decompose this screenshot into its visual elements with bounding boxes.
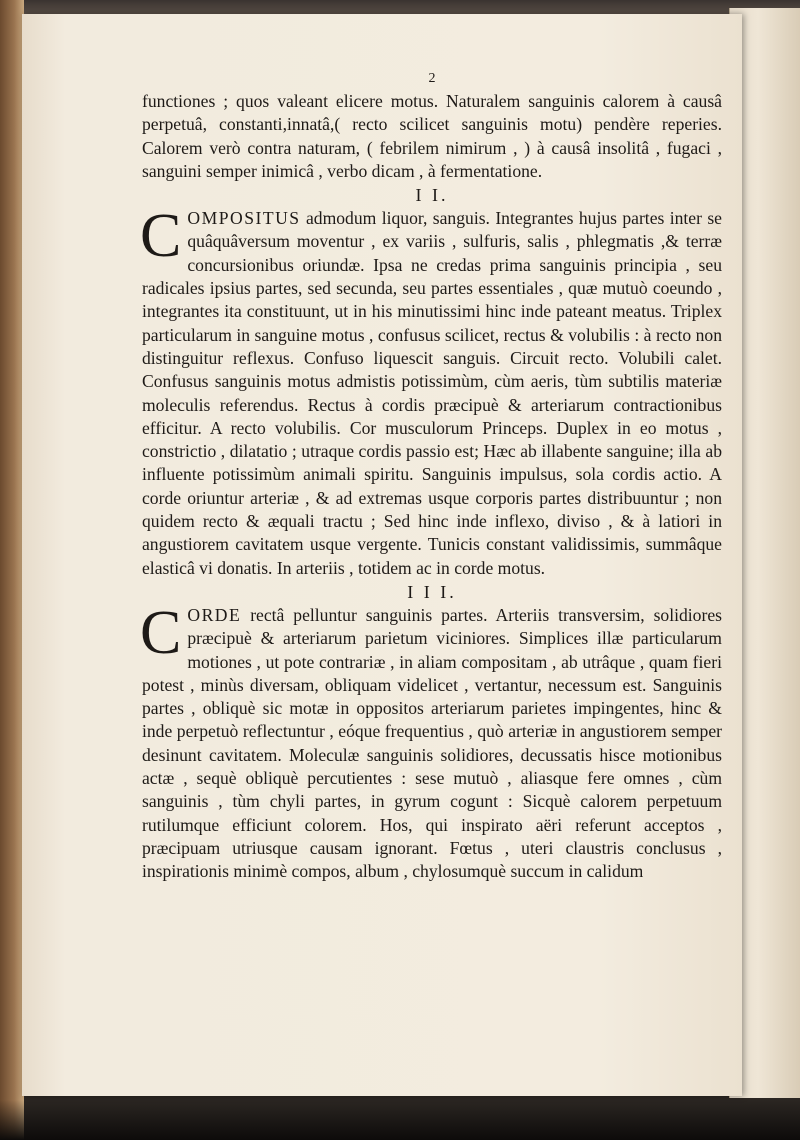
section-3-lead-word: ORDE [187,604,242,625]
section-2-text: admodum liquor, sanguis. Integrantes hujus partes inter se quâquâversum moventur , ex variis , sulfuris, salis , phlegmatis ,& terræ concursionibus oriundæ. Ipsa ne credas prima sanguinis principia , seu radicales ipsius partes, sed secunda, seu partes essentiales , quæ mutuò coeundo , integrantes ita constituunt, ut in his minutissimi hinc inde pateant meatus. Triplex particularum in sanguine motus , confusus scilicet, rectus & volubilis : à recto non distinguitur reflexus. Confuso liquescit sanguis. Circuit recto. Volubili calet. Confusus sanguinis motus admistis potissimùm, cùm aeris, tùm subtilis materiæ moleculis referendus. Rectus à cordis præcipuè & arteriarum contractionibus efficitur. A recto volubilis. Cor musculorum Princeps. Duplex in eo motus , constrictio , dilatatio ; utraque cordis passio est; Hæc ab illabente sanguine; illa ab influente potissimùm animali spiritu. Sanguinis impulsus, sola cordis actio. A corde oriuntur arteriæ , & ad extremas usque corporis partes distribuuntur ; non quidem recto & æquali tractu ; Sed hinc inde inflexo, diviso , & à latiori in angustiorem cavitatem usque vergente. Tunicis constant validissimis, summâque elasticâ vi donatis. In arteriis , totidem ac in corde motus. [142,208,722,578]
drop-cap-3: C [140,598,182,667]
section-heading-2: I I. [415,185,449,206]
section-heading-3: I I I. [407,581,457,602]
book-spine-edge [0,0,24,1140]
bottom-shadow [0,1100,800,1140]
book-page [22,14,742,1096]
section-2-paragraph [140,202,722,580]
page-number: 2 [428,71,436,86]
opening-paragraph: functiones ; quos valeant elicere motus. Naturalem sanguinis calorem à causâ perpetuâ, constanti,innatâ,( recto scilicet sanguinis motu) pendère reperies. Calorem verò contra naturam, ( febrilem nimirum , ) à causâ insolitâ , fugaci , sanguini semper inimicâ , verbo dicam , à fermentatione. [142,91,722,181]
section-3-text: rectâ pelluntur sanguinis partes. Arteriis transversim, solidiores præcipuè & arteriarum parietum viciniores. Simplices illæ particularum motiones , ut pote contrariæ , in aliam compositam , ab utrâque , quam fieri potest , minùs diversam, obliquam videlicet , vertantur, necessum est. Sanguinis partes , obliquè sic motæ in oppositos arteriarum parietes impingentes, hinc & inde perpetuò reflectuntur , eóque frequentius , quò arteriæ in angustiorem semper desinunt cavitatem. Moleculæ sanguinis solidiores, decussatis hisce motionibus actæ , sequè obliquè percutientes : sese mutuò , aliasque fere omnes , cùm sanguinis , tùm chyli partes, in gyrum cogunt : Sicquè calorem perpetuum rutilumque efficiunt colorem. Hos, qui inspirato aëri referunt acceptos , præcipuam utriusque causam ignorant. Fœtus , uteri claustris conclusus , inspirationis minimè compos, album , chylosumquè succum in calidum [142,604,722,882]
drop-cap-2: C [140,202,182,271]
page-text-block [142,70,722,884]
section-2-lead-word: OMPOSITUS [187,208,301,229]
section-3-paragraph [140,598,722,884]
